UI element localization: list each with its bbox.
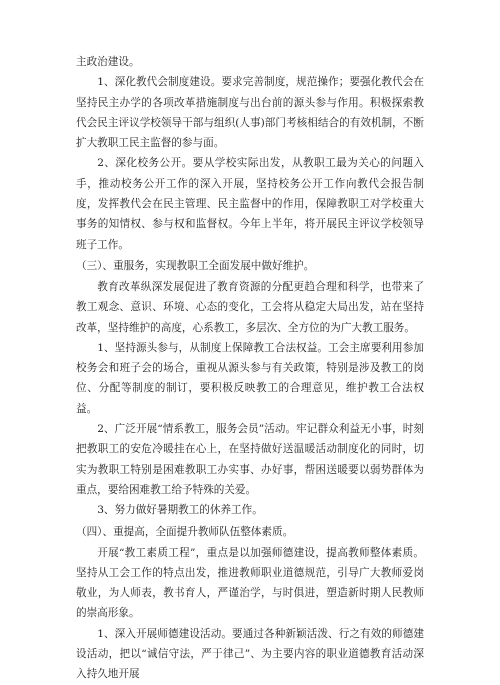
paragraph-affairs-openness: 2、深化校务公开。要从学校实际出发，从教职工最为关心的问题入手，推动校务公开工作的深入开展，坚持校务公开工作向教代会报告制度，发挥教代会在民主管理、民主监督中的作用，保障教职工对学校重大事务的知情权、参与权和监督权。今年上半年，将开展民主评议学校领导班子工作。	[76, 157, 424, 251]
paragraph-care-activity: 2、广泛开展“情系教工，服务会员”活动。牢记群众利益无小事，时刻把教职工的安危冷暖挂在心上，在坚持做好送温暖活动制度化的同时，切实为教职工特别是困难教职工办实事、办好事，帮困送暖要以弱势群体为重点，要给困难教工给予特殊的关爱。	[76, 423, 424, 496]
paragraph-service-intro: 教育改革纵深发展促进了教育资源的分配更趋合理和科学，也带来了教工观念、意识、环境、心态的变化，工会将从稳定大局出发，站在坚持改革，坚持维护的高度，心系教工，多层次、全方位的为广大教工服务。	[76, 280, 424, 334]
paragraph-summer-rest: 3、努力做好暑期教工的休养工作。	[97, 504, 263, 517]
paragraph-quality-project: 开展“教工素质工程”，重点是以加强师德建设，提高教师整体素质。坚持从工会工作的特点出发，推进教师职业道德规范，引导广大教师爱岗敬业，为人师表，教书育人，严谨治学，与时俱进，塑造新时期人民教师的崇高形象。	[76, 546, 424, 620]
paragraph-congress-system: 1、深化教代会制度建设。要求完善制度，规范操作；要强化教代会在坚持民主办学的各项改革措施制度与出台前的源头参与作用。积极探索教代会民主评议学校领导干部与组织(人事)部门考核相结合的有效机制，不断扩大教职工民主监督的参与面。	[76, 76, 424, 150]
paragraph-source-participation: 1、坚持源头参与，从制度上保障教工合法权益。工会主席要利用参加校务会和班子会的场合，重视从源头参与有关政策，特别是涉及教工的岗位、分配等制度的制订，要积极反映教工的合理意见，维护教工合法权益。	[76, 341, 424, 415]
section-heading-4: （四）、重提高，全面提升教师队伍整体素质。	[76, 525, 294, 538]
paragraph-continuation: 主政治建设。	[76, 56, 140, 68]
section-heading-3: （三）、重服务，实现教职工全面发展中做好维护。	[76, 259, 315, 272]
paragraph-ethics-activity: 1、深入开展师德建设活动。要通过各种新颖活泼、行之有效的师德建设活动，把以“诚信守法，严于律己”、为主要内容的职业道德教育活动深入持久地开展	[76, 627, 424, 681]
document-body	[76, 52, 424, 685]
